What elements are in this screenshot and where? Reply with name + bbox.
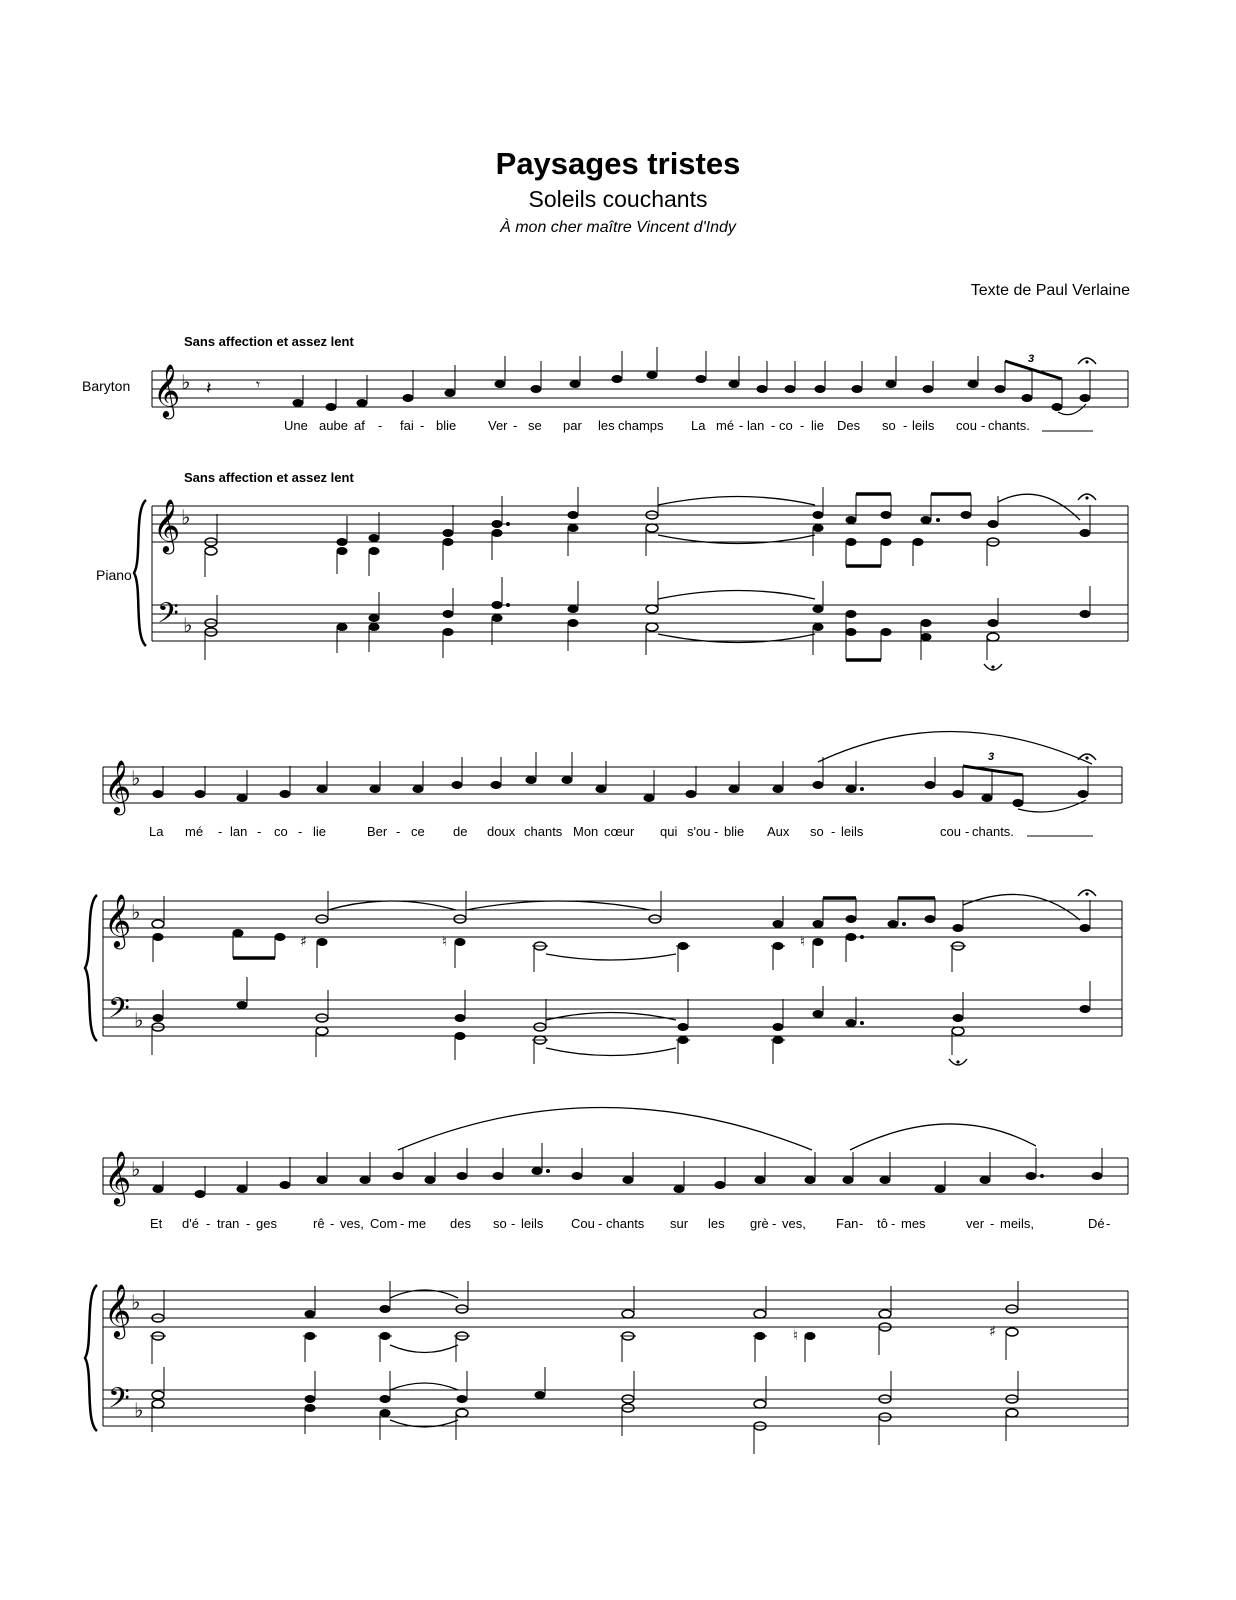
lyric-syllable: fai bbox=[400, 418, 414, 433]
lyric-syllable: so bbox=[882, 418, 896, 433]
bass-clef-icon: 𝄢 bbox=[108, 1382, 130, 1422]
piano-treble-notes-3 bbox=[150, 1281, 1018, 1364]
lyric-syllable: Fan bbox=[836, 1216, 859, 1231]
lyric-syllable: - bbox=[772, 1216, 777, 1231]
treble-clef-icon: 𝄞 bbox=[104, 1283, 132, 1337]
flat-icon: ♭ bbox=[181, 505, 191, 529]
poet-credit: Texte de Paul Verlaine bbox=[970, 282, 1130, 299]
lyric-syllable: ce bbox=[411, 824, 425, 839]
svg-text:♮: ♮ bbox=[793, 1328, 799, 1344]
instrument-label-voice: Baryton bbox=[82, 378, 131, 394]
lyric-syllable: s'ou bbox=[687, 824, 711, 839]
lyric-syllable: - bbox=[378, 418, 383, 433]
lyric-syllable: se bbox=[528, 418, 542, 433]
lyric-syllable: - bbox=[206, 1216, 211, 1231]
lyric-syllable: aube bbox=[319, 418, 348, 433]
lyric-syllable: ver bbox=[966, 1216, 985, 1231]
lyric-syllable: par bbox=[563, 418, 582, 433]
lyric-syllable: de bbox=[453, 824, 468, 839]
lyric-syllable: - bbox=[598, 1216, 603, 1231]
lyric-syllable: La bbox=[691, 418, 706, 433]
lyric-syllable: blie bbox=[436, 418, 457, 433]
lyric-syllable: sur bbox=[670, 1216, 689, 1231]
lyric-syllable: ves, bbox=[340, 1216, 364, 1231]
svg-text:♯: ♯ bbox=[989, 1324, 996, 1340]
dedication: À mon cher maître Vincent d'Indy bbox=[500, 219, 736, 236]
page-title: Paysages tristes bbox=[495, 146, 741, 181]
page-subtitle: Soleils couchants bbox=[528, 186, 708, 212]
lyric-syllable: cœur bbox=[604, 824, 635, 839]
treble-clef-icon: 𝄞 bbox=[153, 363, 181, 417]
lyric-syllable: lan bbox=[230, 824, 248, 839]
bass-clef-icon: 𝄢 bbox=[108, 992, 130, 1032]
lyric-syllable: chants bbox=[606, 1216, 645, 1231]
lyric-syllable: Dé bbox=[1088, 1216, 1105, 1231]
lyric-syllable: - bbox=[1106, 1216, 1111, 1231]
piano-bass-notes-2 bbox=[152, 977, 1090, 1065]
lyric-syllable: - bbox=[903, 418, 908, 433]
lyric-syllable: so bbox=[493, 1216, 507, 1231]
lyric-syllable: Une bbox=[284, 418, 308, 433]
lyric-syllable: - bbox=[831, 824, 836, 839]
lyric-syllable: lie bbox=[811, 418, 825, 433]
lyric-syllable: leils bbox=[521, 1216, 544, 1231]
lyric-syllable: - bbox=[965, 824, 970, 839]
lyric-syllable: - bbox=[257, 824, 262, 839]
piano-treble-notes-1 bbox=[205, 487, 1096, 577]
lyric-syllable: af bbox=[354, 418, 365, 433]
lyric-syllable: Aux bbox=[767, 824, 790, 839]
flat-icon: ♭ bbox=[131, 1157, 141, 1181]
lyric-syllable: - bbox=[981, 418, 986, 433]
flat-icon: ♭ bbox=[134, 1008, 144, 1032]
system-2 bbox=[85, 731, 1122, 1065]
lyric-syllable: co bbox=[274, 824, 288, 839]
lyric-syllable: - bbox=[513, 418, 518, 433]
lyric-syllable: - bbox=[298, 824, 303, 839]
lyric-syllable: - bbox=[800, 418, 805, 433]
voice-staff bbox=[103, 767, 1122, 803]
lyric-syllable: - bbox=[420, 418, 425, 433]
flat-icon: ♭ bbox=[181, 370, 191, 394]
lyric-syllable: blie bbox=[724, 824, 745, 839]
lyric-syllable: - bbox=[218, 824, 223, 839]
instrument-label-piano: Piano bbox=[96, 567, 132, 583]
lyric-syllable: chants bbox=[524, 824, 563, 839]
lyric-syllable: mes bbox=[901, 1216, 926, 1231]
lyric-syllable: mé bbox=[716, 418, 735, 433]
lyric-syllable: Cou bbox=[571, 1216, 595, 1231]
lyric-syllable: - bbox=[859, 1216, 864, 1231]
voice-staff bbox=[103, 1158, 1128, 1194]
treble-clef-icon: 𝄞 bbox=[153, 498, 181, 552]
lyric-syllable: lan bbox=[747, 418, 765, 433]
lyric-syllable: les bbox=[598, 418, 615, 433]
svg-text:♮: ♮ bbox=[800, 934, 806, 950]
tempo-marking-voice: Sans affection et assez lent bbox=[184, 334, 354, 349]
svg-text:𝄽: 𝄽 bbox=[206, 378, 212, 399]
lyrics-line-1 bbox=[284, 418, 1093, 433]
lyric-syllable: me bbox=[408, 1216, 427, 1231]
grand-staff-brace bbox=[85, 895, 97, 1041]
piano-bass-staff bbox=[103, 901, 1122, 1036]
piano-bass-staff bbox=[103, 1291, 1128, 1426]
lyric-syllable: Com bbox=[370, 1216, 398, 1231]
lyric-syllable: cou bbox=[956, 418, 977, 433]
svg-text:𝄾: 𝄾 bbox=[256, 375, 261, 394]
piano-treble-staff bbox=[103, 1291, 1128, 1327]
grand-staff-brace bbox=[134, 500, 146, 646]
lyric-syllable: tô bbox=[877, 1216, 888, 1231]
lyric-syllable: mé bbox=[185, 824, 204, 839]
tempo-marking-piano: Sans affection et assez lent bbox=[184, 470, 354, 485]
lyric-syllable: - bbox=[771, 418, 776, 433]
lyric-syllable: champs bbox=[618, 418, 664, 433]
lyric-syllable: tran bbox=[217, 1216, 240, 1231]
lyric-syllable: leils bbox=[912, 418, 935, 433]
treble-clef-icon: 𝄞 bbox=[104, 759, 132, 813]
lyric-syllable: - bbox=[400, 1216, 405, 1231]
piano-bass-staff bbox=[152, 506, 1128, 641]
lyric-syllable: chants. bbox=[972, 824, 1014, 839]
lyric-syllable: leils bbox=[841, 824, 864, 839]
lyric-syllable: - bbox=[396, 824, 401, 839]
treble-clef-icon: 𝄞 bbox=[104, 1150, 132, 1204]
svg-text:3: 3 bbox=[1028, 353, 1035, 365]
lyric-syllable: qui bbox=[660, 824, 678, 839]
piano-treble-staff bbox=[103, 901, 1122, 937]
lyric-syllable: rê bbox=[313, 1216, 325, 1231]
flat-icon: ♭ bbox=[131, 766, 141, 790]
lyric-syllable: grè bbox=[750, 1216, 769, 1231]
lyric-syllable: - bbox=[990, 1216, 995, 1231]
lyric-syllable: - bbox=[714, 824, 719, 839]
system-1 bbox=[82, 334, 1128, 670]
lyric-syllable: - bbox=[739, 418, 744, 433]
lyric-syllable: cou bbox=[940, 824, 961, 839]
lyric-syllable: ves, bbox=[782, 1216, 806, 1231]
flat-icon: ♭ bbox=[131, 1290, 141, 1314]
lyric-syllable: ges bbox=[256, 1216, 277, 1231]
lyric-syllable: Ber bbox=[367, 824, 388, 839]
lyric-syllable: Des bbox=[837, 418, 861, 433]
lyric-syllable: des bbox=[450, 1216, 471, 1231]
bass-clef-icon: 𝄢 bbox=[157, 597, 179, 637]
voice-notes-1 bbox=[206, 347, 1096, 415]
lyric-syllable: La bbox=[149, 824, 164, 839]
svg-text:♮: ♮ bbox=[442, 934, 448, 950]
flat-icon: ♭ bbox=[131, 900, 141, 924]
lyric-syllable: chants. bbox=[988, 418, 1030, 433]
lyric-syllable: Mon bbox=[573, 824, 599, 839]
lyrics-line-3 bbox=[150, 1216, 1110, 1231]
svg-text:3: 3 bbox=[988, 751, 995, 763]
lyric-syllable: - bbox=[891, 1216, 896, 1231]
lyric-syllable: - bbox=[246, 1216, 251, 1231]
lyric-syllable: so bbox=[810, 824, 824, 839]
lyrics-line-2 bbox=[149, 824, 1093, 839]
lyric-syllable: co bbox=[779, 418, 793, 433]
voice-notes-2 bbox=[153, 731, 1096, 812]
lyric-syllable: d'é bbox=[182, 1216, 199, 1231]
lyric-syllable: lie bbox=[313, 824, 327, 839]
treble-clef-icon: 𝄞 bbox=[104, 893, 132, 947]
lyric-syllable: Ver bbox=[488, 418, 508, 433]
svg-text:♯: ♯ bbox=[300, 934, 307, 950]
piano-treble-notes-2 bbox=[152, 890, 1096, 972]
grand-staff-brace bbox=[85, 1285, 97, 1431]
flat-icon: ♭ bbox=[134, 1398, 144, 1422]
flat-icon: ♭ bbox=[183, 613, 193, 637]
piano-bass-notes-3 bbox=[152, 1367, 1018, 1454]
piano-treble-staff bbox=[152, 506, 1128, 542]
lyric-syllable: - bbox=[511, 1216, 516, 1231]
system-3 bbox=[85, 1108, 1128, 1455]
lyric-syllable: les bbox=[708, 1216, 725, 1231]
lyric-syllable: doux bbox=[487, 824, 516, 839]
lyric-syllable: - bbox=[330, 1216, 335, 1231]
voice-notes-3 bbox=[153, 1108, 1102, 1198]
lyric-syllable: Et bbox=[150, 1216, 163, 1231]
lyric-syllable: meils, bbox=[1000, 1216, 1034, 1231]
